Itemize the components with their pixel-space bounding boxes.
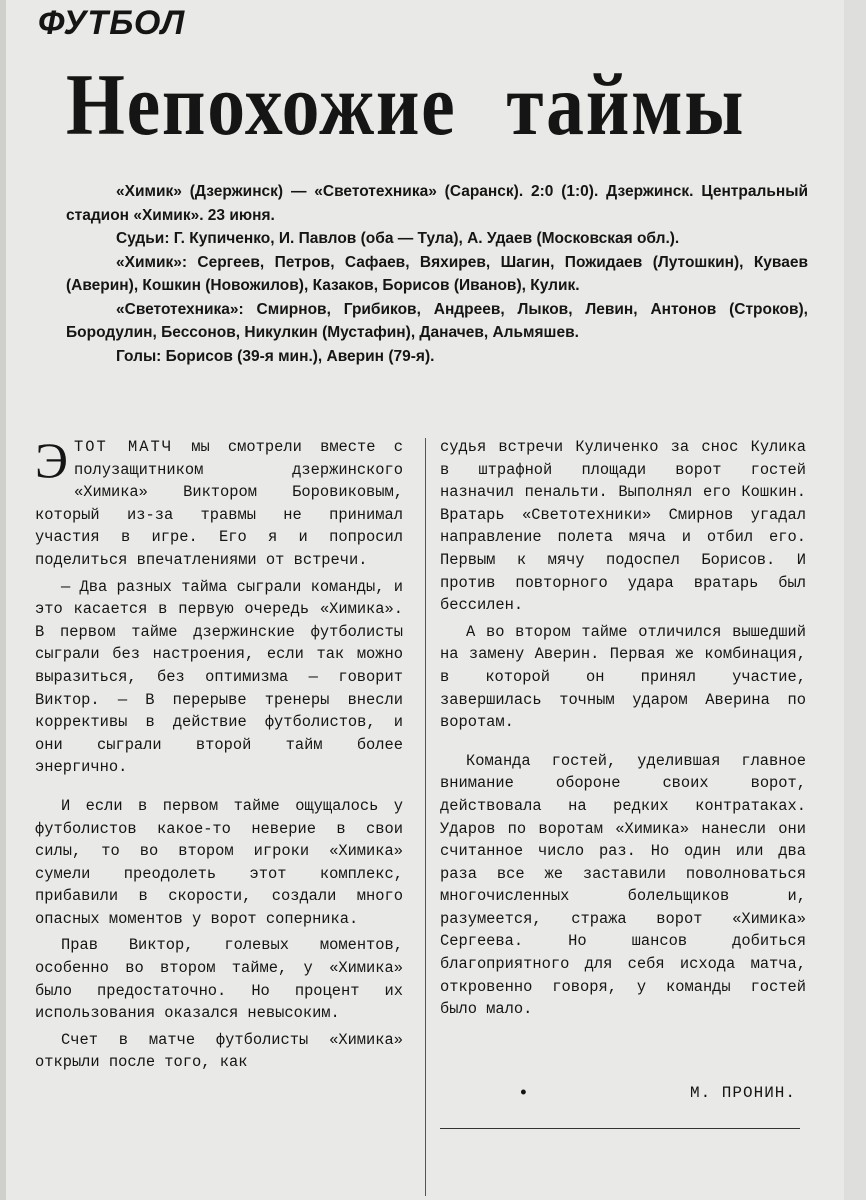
article-end-rule bbox=[440, 1128, 800, 1129]
match-result: «Химик» (Дзержинск) — «Светотехника» (Саранск). 2:0 (1:0). Дзержинск. Центральный стадион «Химик». 23 июня. bbox=[66, 183, 808, 224]
lead-in: ТОТ МАТЧ bbox=[74, 438, 173, 456]
article-paragraph: Команда гостей, уделившая главное внимание обороне своих ворот, действовала на редких контратаках. Ударов по воротам «Химика» нанесли они считанное число раз. Но один или два раза все же заставили поволноваться многочисленных болельщиков и, разумеется, стража ворот «Химика» Сергеева. Но шансов добиться благоприятного для себя исхода матча, откровенно говоря, у команды гостей было мало. bbox=[440, 751, 806, 1019]
article-column-left bbox=[35, 432, 403, 1078]
section-rubric: ФУТБОЛ bbox=[38, 4, 186, 42]
column-divider bbox=[425, 438, 426, 1196]
article-headline: Непохожие таймы bbox=[66, 57, 746, 154]
article-column-right bbox=[440, 436, 806, 1025]
lineup-khimik: «Химик»: Сергеев, Петров, Сафаев, Вяхирев, Шагин, Пожидаев (Лутошкин), Куваев (Аверин), Кошкин (Новожилов), Казаков, Борисов (Иванов), Кулик. bbox=[66, 253, 808, 294]
article-paragraph: — Два разных тайма сыграли команды, и это касается в первую очередь «Химика». В первом тайме дзержинские футболисты сыграли без настроения, если так можно выразиться, без оптимизма — говорит Виктор. — В перерыве тренеры внесли коррективы в действие футболистов, и они сыграли второй тайм более энергично. bbox=[35, 577, 403, 777]
paragraph-text: мы смотрели вместе с полузащитником дзержинского «Химика» Виктором Боровиковым, который из-за травмы не принимал участия в игре. Его я и попросил поделиться впечатлениями от встречи. bbox=[35, 438, 403, 569]
bullet-mark: • bbox=[518, 1084, 529, 1104]
article-paragraph: судья встречи Куличенко за снос Кулика в штрафной площади ворот гостей назначил пенальти. Выполнял его Кошкин. Вратарь «Светотехники» Смирнов угадал направление полета мяча и отбил его. Первым к мячу подоспел Борисов. И против повторного удара вратарь был бессилен. bbox=[440, 438, 806, 615]
lineup-svetotekhnika: «Светотехника»: Смирнов, Грибиков, Андреев, Лыков, Левин, Антонов (Строков), Бородулин, Бессонов, Никулкин (Мустафин), Даначев, Альмяшев. bbox=[66, 300, 808, 341]
signature-row bbox=[440, 1084, 806, 1110]
match-referees: Судьи: Г. Купиченко, И. Павлов (оба — Тула), А. Удаев (Московская обл.). bbox=[116, 230, 680, 247]
article-paragraph: Прав Виктор, голевых моментов, особенно во втором тайме, у «Химика» было предостаточно. Но процент их использования оказался невысоким. bbox=[35, 936, 403, 1023]
article-paragraph: И если в первом тайме ощущалось у футболистов какое-то неверие в свои силы, то во втором игроки «Химика» сумели преодолеть этот комплекс, прибавили в скорости, создали много опасных моментов у ворот соперника. bbox=[35, 796, 403, 928]
drop-cap: Э bbox=[35, 432, 69, 488]
match-info-block bbox=[66, 180, 808, 368]
match-goals: Голы: Борисов (39-я мин.), Аверин (79-я). bbox=[116, 347, 435, 365]
author-signature: М. ПРОНИН. bbox=[689, 1084, 796, 1102]
scan-edge-left bbox=[0, 0, 6, 1200]
article-paragraph bbox=[35, 432, 403, 572]
article-paragraph: А во втором тайме отличился вышедший на замену Аверин. Первая же комбинация, в которой он принял участие, завершилась точным ударом Аверина по воротам. bbox=[440, 622, 806, 732]
scan-edge-right bbox=[844, 0, 866, 1200]
article-paragraph: Счет в матче футболисты «Химика» открыли после того, как bbox=[35, 1030, 403, 1072]
